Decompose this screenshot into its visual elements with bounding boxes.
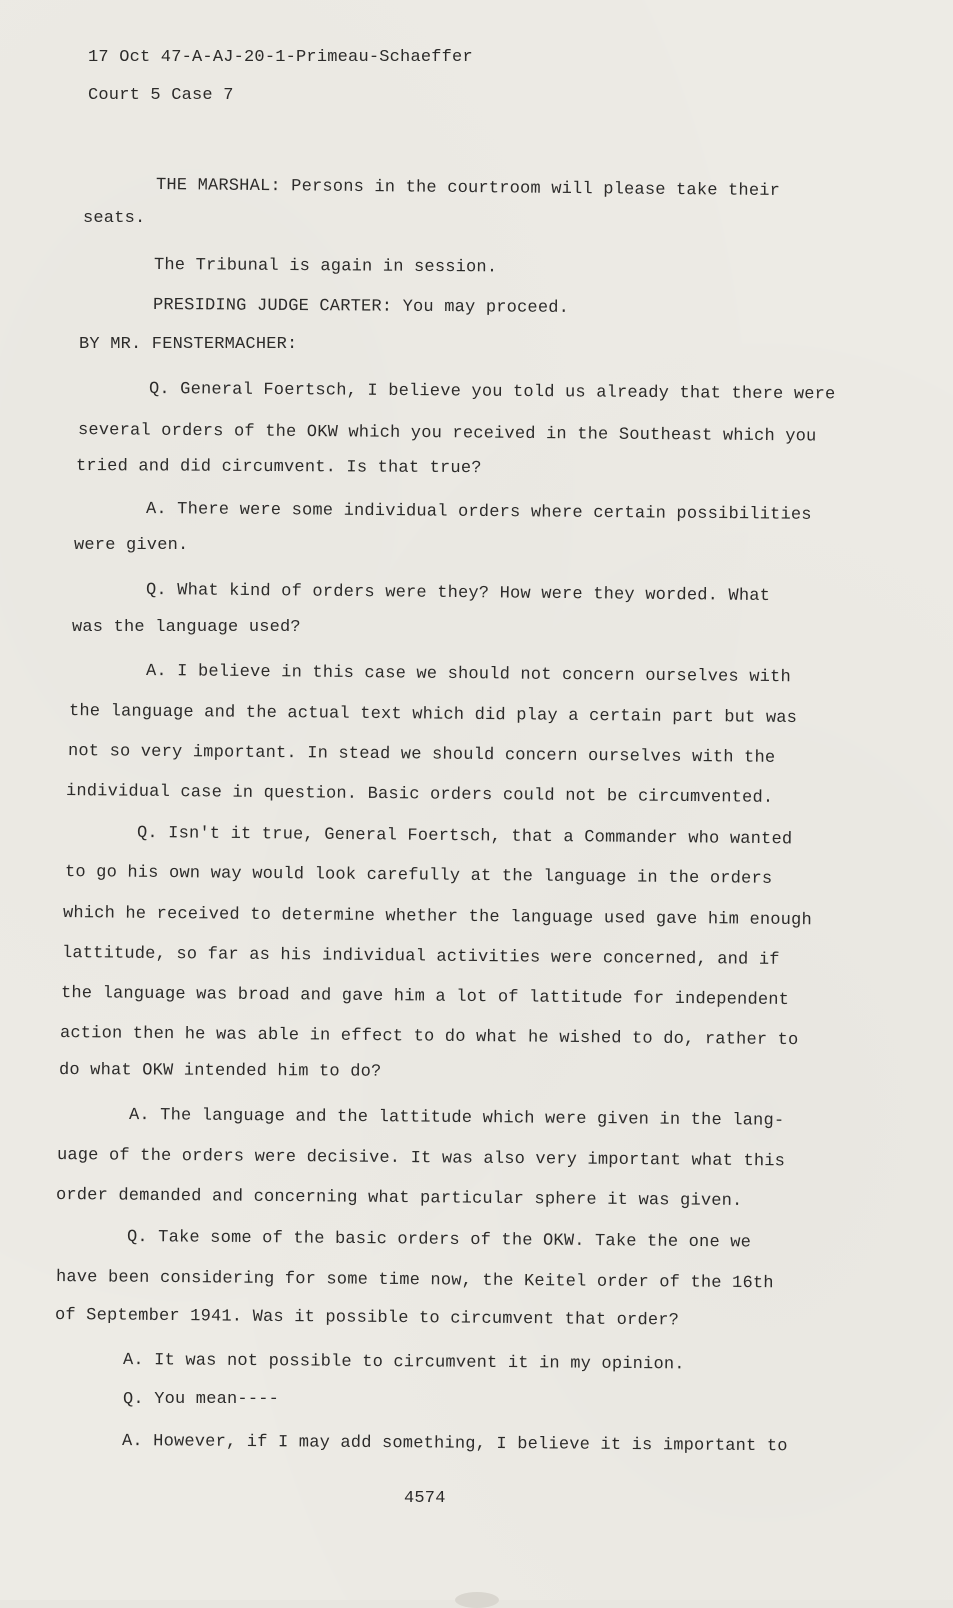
transcript-line: PRESIDING JUDGE CARTER: You may proceed.	[152, 296, 570, 318]
transcript-line: THE MARSHAL: Persons in the courtroom will please take their	[155, 176, 781, 201]
transcript-line: do what OKW intended him to do?	[58, 1061, 382, 1082]
transcript-line: tried and did circumvent. Is that true?	[75, 457, 482, 479]
transcript-line: Q. What kind of orders were they? How were they worded. What	[145, 581, 771, 606]
transcript-line: Q. You mean----	[123, 1390, 280, 1409]
transcript-line: were given.	[74, 536, 189, 555]
transcript-line: the language was broad and gave him a lot of lattitude for independent	[60, 984, 790, 1010]
transcript-line: Q. Take some of the basic orders of the OKW. Take the one we	[126, 1228, 752, 1253]
document-reference: 17 Oct 47-A-AJ-20-1-Primeau-Schaeffer	[88, 48, 473, 67]
transcript-line: Q. General Foertsch, I believe you told us already that there were	[148, 380, 836, 405]
court-case-label: Court 5 Case 7	[88, 86, 234, 105]
page-number: 4574	[404, 1489, 446, 1508]
transcript-line: BY MR. FENSTERMACHER:	[79, 335, 298, 354]
transcript-line: lattitude, so far as his individual activities were concerned, and if	[61, 944, 780, 970]
transcript-line: Q. Isn't it true, General Foertsch, that a Commander who wanted	[136, 824, 793, 850]
transcript-line: A. However, if I may add something, I believe it is important to	[121, 1432, 788, 1457]
binding-hole	[455, 1592, 499, 1608]
transcript-line: was the language used?	[72, 618, 301, 637]
transcript-line: order demanded and concerning what particular sphere it was given.	[55, 1186, 743, 1211]
transcript-line: individual case in question. Basic orders could not be circumvented.	[65, 782, 774, 808]
transcript-line: The Tribunal is again in session.	[153, 256, 498, 278]
transcript-line: uage of the orders were decisive. It was also very important what this	[56, 1146, 786, 1172]
transcript-line: seats.	[83, 209, 146, 228]
transcript-line: A. The language and the lattitude which were given in the lang-	[128, 1106, 785, 1131]
transcript-line: several orders of the OKW which you received in the Southeast which you	[77, 421, 817, 447]
transcript-line: A. I believe in this case we should not concern ourselves with	[145, 662, 791, 688]
transcript-line: the language and the actual text which did play a certain part but was	[68, 702, 798, 728]
transcript-line: of September 1941. Was it possible to circumvent that order?	[54, 1306, 680, 1331]
transcript-line: A. It was not possible to circumvent it in my opinion.	[122, 1351, 685, 1375]
transcript-line: action then he was able in effect to do what he wished to do, rather to	[59, 1024, 799, 1051]
transcript-line: not so very important. In stead we should concern ourselves with the	[67, 742, 776, 768]
transcript-line: which he received to determine whether the language used gave him enough	[62, 904, 812, 931]
transcript-line: A. There were some individual orders where certain possibilities	[145, 500, 812, 525]
transcript-line: have been considering for some time now, the Keitel order of the 16th	[55, 1268, 774, 1294]
transcript-line: to go his own way would look carefully at the language in the orders	[64, 863, 773, 889]
